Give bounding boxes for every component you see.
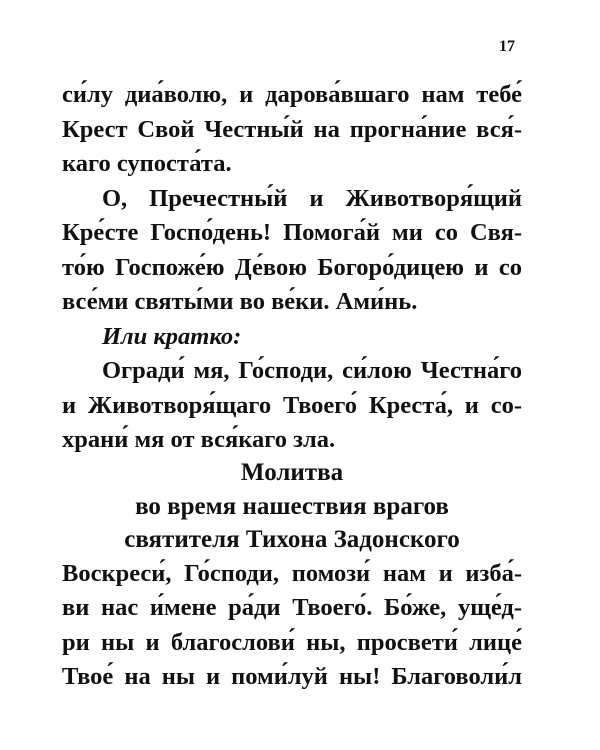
text-line: Кре́сте Госпо́день! Помога́й ми со Свя-	[62, 219, 522, 246]
text-line: и Животворя́щаго Твоего́ Креста́, и со-	[62, 391, 522, 419]
text-line: ри ны и благослови́ ны, просвети́ лице́	[62, 628, 522, 656]
text-line: ви нас и́мене ра́ди Твоего́. Бо́же, уще́д-	[62, 594, 522, 621]
text-line: Огради́ мя, Го́споди, си́лою Честна́го	[102, 357, 522, 384]
section-heading: Молитва	[240, 459, 344, 486]
text-line: Воскреси́, Го́споди, помози́ нам и изба́-	[62, 559, 522, 587]
prayer-text-top	[62, 78, 522, 458]
text-line: все́ми святы́ми во ве́ки. Ами́нь.	[62, 288, 418, 315]
text-line: Твое́ на ны и поми́луй ны! Благоволи́л	[62, 663, 522, 690]
text-line: Крест Свой Честны́й на прогна́ние вся́-	[62, 115, 522, 143]
rubric-line: Или кратко:	[102, 322, 242, 350]
text-line: си́лу диа́волю, и дарова́вшаго нам тебе́	[62, 81, 522, 108]
text-line: О, Пречестны́й и Животворя́щий	[102, 184, 522, 212]
section-heading: во время нашествия врагов	[135, 492, 449, 520]
section-heading: святителя Тихона Задонского	[124, 526, 460, 553]
text-line: храни́ мя от вся́каго зла.	[62, 426, 336, 453]
page-number: 17	[499, 38, 515, 55]
prayer-section	[62, 456, 522, 695]
text-line: каго супоста́та.	[62, 150, 232, 177]
text-line: то́ю Госпоже́ю Де́вою Богоро́дицею и со	[62, 253, 522, 281]
